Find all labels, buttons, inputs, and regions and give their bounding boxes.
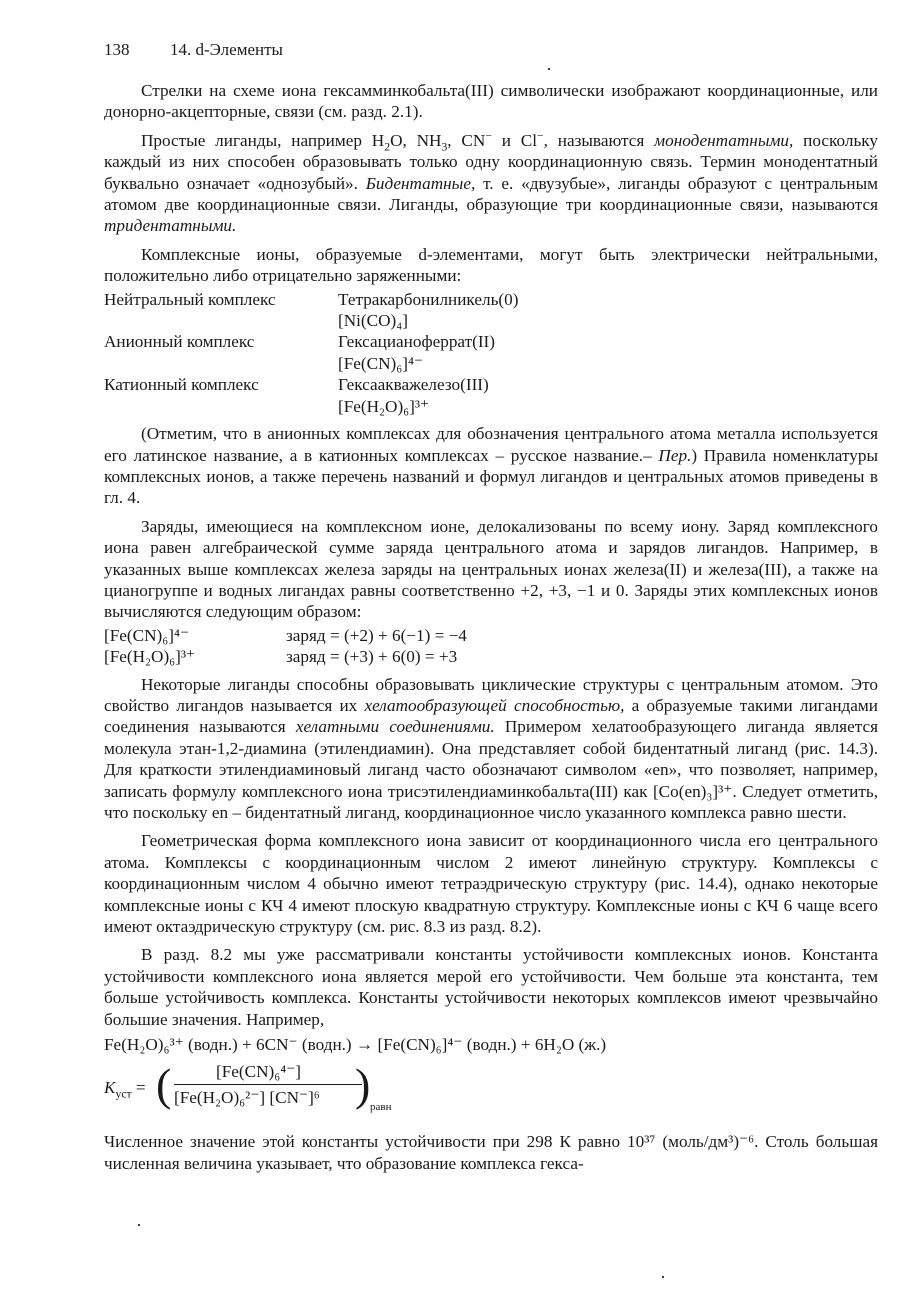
paragraph: Численное значение этой константы устойчивости при 298 К равно 10³⁷ (моль/дм³)⁻⁶. Столь большая численная величина указывает, что образование комплекса гекса- (104, 1132, 878, 1173)
formula: [Ni(CO)₄] (338, 311, 408, 331)
table-row: Нейтральный комплекс Тетракарбонилникель(0) (104, 289, 519, 309)
paragraph: Простые лиганды, например $H_2O$, $NH_3$, CN− и Cl−, называются монодентатными, поскольку каждый из них способен образовывать только одну координационную связь. Термин монодентатный буквально означает «однозубый». Бидентатные, т. е. «двузубые», лиганды образуют с центральным атомом две координационные связи. Лиганды, образующие три координационные связи, называются тридентатными. (104, 129, 878, 236)
table-row: Катионный комплекс Гексаакважелезо(III) (104, 375, 489, 395)
paragraph: Некоторые лиганды способны образовывать циклические структуры с центральным атомом. Это свойство лигандов называется их хелатообразующей способностью, а образуемые такими лигандами соединения называются хелатными соединениями. Примером хелатообразующего лиганда является молекула этан-1,2-диамина (этилендиамин). Она представляет собой бидентатный лиганд (рис. 14.3). Для краткости этилендиаминовый лиганд часто обозначают символом «en», что позволяет, например, записать формулу комплексного иона трисэтилендиаминкобальта(III) как [Co(en)₃]³⁺. Следует отметить, что поскольку en – бидентатный лиганд, координационное число указанного комплекса равно шести. (104, 674, 878, 822)
page-body (104, 80, 878, 1181)
paragraph: Стрелки на схеме иона гексамминкобальта(III) символически изображают координационные, или донорно-акцепторные, связи (см. разд. 2.1). (104, 81, 878, 122)
paragraph: Комплексные ионы, образуемые d-элементами, могут быть электрически нейтральными, положительно либо отрицательно заряженными: (104, 244, 878, 286)
table-row: Анионный комплекс Гексацианоферрат(II) (104, 332, 496, 352)
complex-types-table (104, 289, 878, 417)
charge-row: [Fe(CN)₆]⁴⁻ заряд = (+2) + 6(−1) = −4 (104, 625, 467, 645)
table-row (104, 396, 878, 417)
paragraph: Заряды, имеющиеся на комплексном ионе, делокализованы по всему иону. Заряд комплексного иона равен алгебраической сумме заряда центрального атома и зарядов лигандов. Например, в указанных выше комплексах железа заряды на центральных ионах железа(II) и железа(III), а также на цианогруппе и водных лигандах равны соответственно +2, +3, −1 и 0. Заряды этих комплексных ионов вычисляются следующим образом: (104, 516, 878, 622)
formula: [Fe(H₂O)₆]³⁺ (104, 647, 196, 667)
charge-calculation (104, 625, 878, 668)
speck: · (136, 1215, 142, 1235)
reaction-equation: Fe(H₂O)₆³⁺ (водн.) + 6CN⁻ (водн.) → [Fe(CN)₆]⁴⁻ (водн.) + 6H₂O (ж.) (104, 1035, 607, 1055)
term: хелатными соединениями. (295, 717, 495, 737)
translator-note: Пер. (658, 445, 692, 465)
equilibrium-subscript: равн (370, 1101, 392, 1114)
speck: · (546, 59, 552, 79)
term: Бидентатные, (365, 173, 476, 193)
formula: [Fe(CN)₆]⁴⁻ (338, 353, 424, 373)
fraction-bar (174, 1084, 362, 1085)
charge-row: [Fe(H₂O)₆]³⁺ заряд = (+3) + 6(0) = +3 (104, 647, 458, 667)
right-parenthesis: ) (355, 1059, 371, 1111)
paragraph: (Отметим, что в анионных комплексах для обозначения центрального атома металла используется его латинское название, а в катионных комплексах – русское название.– Пер.) Правила номенклатуры комплексных ионов, а также перечень названий и формул лигандов и центральных атомов приведены в гл. 4. (104, 424, 878, 508)
constant-symbol: $K_{уст}$ = (104, 1078, 146, 1101)
paragraph: В разд. 8.2 мы уже рассматривали константы устойчивости комплексных ионов. Константа устойчивости комплексного иона является мерой его устойчивости. Чем больше эта константа, тем больше устойчивость комплекса. Константы устойчивости некоторых комплексов имеют чрезвычайно большие значения. Например, (104, 945, 878, 1029)
chapter-title: 14. d-Элементы (170, 40, 283, 59)
numerator: [Fe(CN)₆⁴⁻] (216, 1062, 302, 1082)
speck: · (660, 1267, 666, 1287)
term: хелатообразующей способностью, (364, 695, 625, 715)
term: тридентатными. (104, 216, 237, 236)
table-row (104, 353, 878, 374)
formula: [Fe(H₂O)₆]³⁺ (338, 396, 430, 416)
left-parenthesis: ( (156, 1059, 172, 1111)
stability-constant-formula (104, 1059, 878, 1115)
running-header (104, 40, 283, 60)
table-row (104, 310, 878, 331)
term: монодентатными, (654, 130, 794, 150)
paragraph: Геометрическая форма комплексного иона зависит от координационного числа его центрального атома. Комплексы с координационным числом 2 имеют линейную структуру. Комплексы с координационным числом 4 обычно имеют тетраэдрическую структуру (рис. 14.4), однако некоторые комплексные ионы с КЧ 4 имеют плоскую квадратную структуру. Комплексные ионы с КЧ 6 чаще всего имеют октаэдрическую структуру (см. рис. 8.3 из разд. 8.2). (104, 831, 878, 937)
denominator: [Fe(H₂O)₆²⁻] [CN⁻]⁶ (174, 1088, 320, 1108)
page-number: 138 (104, 40, 130, 59)
formula: [Fe(CN)₆]⁴⁻ (104, 625, 190, 645)
